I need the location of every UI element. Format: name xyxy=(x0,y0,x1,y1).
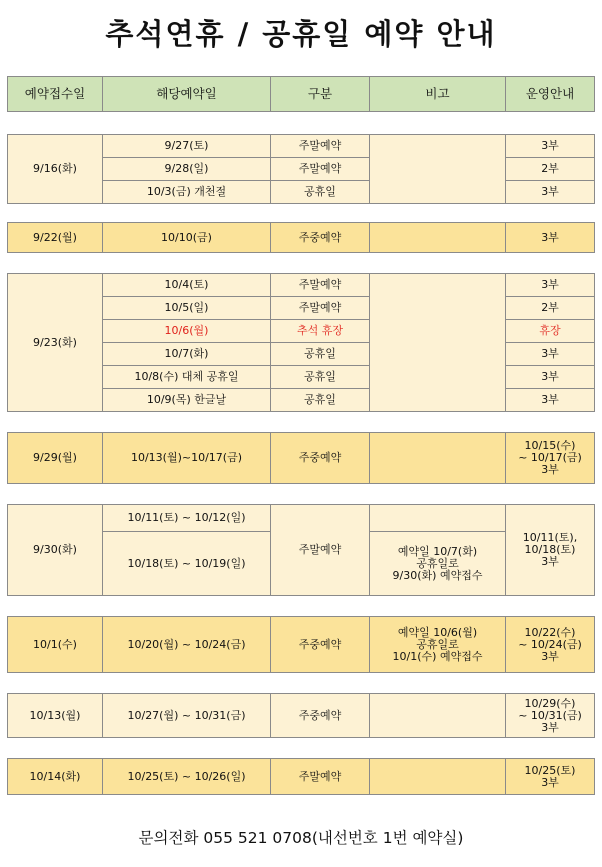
received-date: 9/29(월) xyxy=(8,433,103,484)
reservation-date: 10/18(토) ~ 10/19(일) xyxy=(103,532,271,596)
header-received-date: 예약접수일 xyxy=(8,77,103,112)
reservation-date: 10/6(월) xyxy=(103,320,271,343)
operation-line: 10/18(토) xyxy=(524,543,576,556)
table-row xyxy=(8,223,595,253)
note-line: 공휴일로 xyxy=(416,637,459,651)
category: 주중예약 xyxy=(271,694,370,738)
note xyxy=(370,759,506,795)
received-date: 9/23(화) xyxy=(8,274,103,412)
operation xyxy=(506,694,595,738)
operation-line: 10/22(수) xyxy=(524,625,576,639)
reservation-date: 9/28(일) xyxy=(103,158,271,181)
reservation-date: 10/10(금) xyxy=(103,223,271,253)
category: 주말예약 xyxy=(271,135,370,158)
operation: 3부 xyxy=(506,181,595,204)
table-row xyxy=(8,433,595,484)
operation xyxy=(506,759,595,795)
operation-line: 3부 xyxy=(541,649,559,663)
category: 주말예약 xyxy=(271,759,370,795)
operation: 3부 xyxy=(506,274,595,297)
operation: 휴장 xyxy=(506,320,595,343)
header-operation: 운영안내 xyxy=(506,77,595,112)
reservation-date: 10/13(월)~10/17(금) xyxy=(103,433,271,484)
operation: 3부 xyxy=(506,343,595,366)
category: 주말예약 xyxy=(271,297,370,320)
category: 공휴일 xyxy=(271,343,370,366)
category: 주말예약 xyxy=(271,274,370,297)
note-line: 9/30(화) 예약접수 xyxy=(392,568,483,582)
operation-line: ~ 10/31(금) xyxy=(518,708,582,722)
operation-line: 3부 xyxy=(541,555,559,568)
note xyxy=(370,135,506,204)
reservation-date: 10/11(토) ~ 10/12(일) xyxy=(103,505,271,532)
table-row xyxy=(8,505,595,532)
operation xyxy=(506,433,595,484)
operation-line: 10/11(토), xyxy=(522,531,578,544)
note xyxy=(370,433,506,484)
operation: 3부 xyxy=(506,135,595,158)
reservation-date: 10/7(화) xyxy=(103,343,271,366)
operation: 3부 xyxy=(506,366,595,389)
operation-line: 3부 xyxy=(541,775,559,789)
operation xyxy=(506,505,595,596)
operation-line: 10/15(수) xyxy=(524,439,576,452)
received-date: 10/14(화) xyxy=(8,759,103,795)
reservation-date: 9/27(토) xyxy=(103,135,271,158)
received-date: 9/30(화) xyxy=(8,505,103,596)
header-reservation-date: 해당예약일 xyxy=(103,77,271,112)
category: 주말예약 xyxy=(271,505,370,596)
table-row xyxy=(8,759,595,795)
category: 주중예약 xyxy=(271,223,370,253)
note xyxy=(370,505,506,532)
table-row xyxy=(8,617,595,673)
page-title: 추석연휴 / 공휴일 예약 안내 xyxy=(105,17,497,51)
category: 주중예약 xyxy=(271,433,370,484)
table-row xyxy=(8,135,595,158)
note xyxy=(370,617,506,673)
reservation-date: 10/8(수) 대체 공휴일 xyxy=(103,366,271,389)
reservation-date: 10/3(금) 개천절 xyxy=(103,181,271,204)
category: 공휴일 xyxy=(271,366,370,389)
category: 주중예약 xyxy=(271,617,370,673)
received-date: 9/16(화) xyxy=(8,135,103,204)
operation-line: ~ 10/17(금) xyxy=(518,451,582,464)
operation-line: 3부 xyxy=(541,720,559,734)
header-category: 구분 xyxy=(271,77,370,112)
note-line: 예약일 10/6(월) xyxy=(397,625,478,639)
reservation-date: 10/25(토) ~ 10/26(일) xyxy=(103,759,271,795)
note-line: 예약일 10/7(화) xyxy=(397,544,478,558)
note-line: 10/1(수) 예약접수 xyxy=(392,649,483,663)
table-row xyxy=(8,694,595,738)
reservation-date: 10/4(토) xyxy=(103,274,271,297)
category: 주말예약 xyxy=(271,158,370,181)
operation xyxy=(506,617,595,673)
reservation-date: 10/9(목) 한글날 xyxy=(103,389,271,412)
table-row xyxy=(8,274,595,297)
operation: 2부 xyxy=(506,158,595,181)
note xyxy=(370,223,506,253)
table-header-row xyxy=(8,77,595,112)
note xyxy=(370,274,506,412)
operation: 2부 xyxy=(506,297,595,320)
category: 공휴일 xyxy=(271,181,370,204)
reservation-date: 10/20(월) ~ 10/24(금) xyxy=(103,617,271,673)
received-date: 10/13(월) xyxy=(8,694,103,738)
operation-line: 3부 xyxy=(541,463,559,476)
operation: 3부 xyxy=(506,389,595,412)
category: 추석 휴장 xyxy=(271,320,370,343)
operation: 3부 xyxy=(506,223,595,253)
operation-line: ~ 10/24(금) xyxy=(518,637,582,651)
operation-line: 10/29(수) xyxy=(524,696,576,710)
reservation-date: 10/5(일) xyxy=(103,297,271,320)
received-date: 10/1(수) xyxy=(8,617,103,673)
note-line: 공휴일로 xyxy=(416,556,459,570)
operation-line: 10/25(토) xyxy=(524,763,576,777)
note xyxy=(370,532,506,596)
reservation-schedule-table xyxy=(7,76,595,795)
header-note: 비고 xyxy=(370,77,506,112)
note xyxy=(370,694,506,738)
contact-footer: 문의전화 055 521 0708(내선번호 1번 예약실) xyxy=(138,829,464,847)
reservation-date: 10/27(월) ~ 10/31(금) xyxy=(103,694,271,738)
category: 공휴일 xyxy=(271,389,370,412)
received-date: 9/22(월) xyxy=(8,223,103,253)
